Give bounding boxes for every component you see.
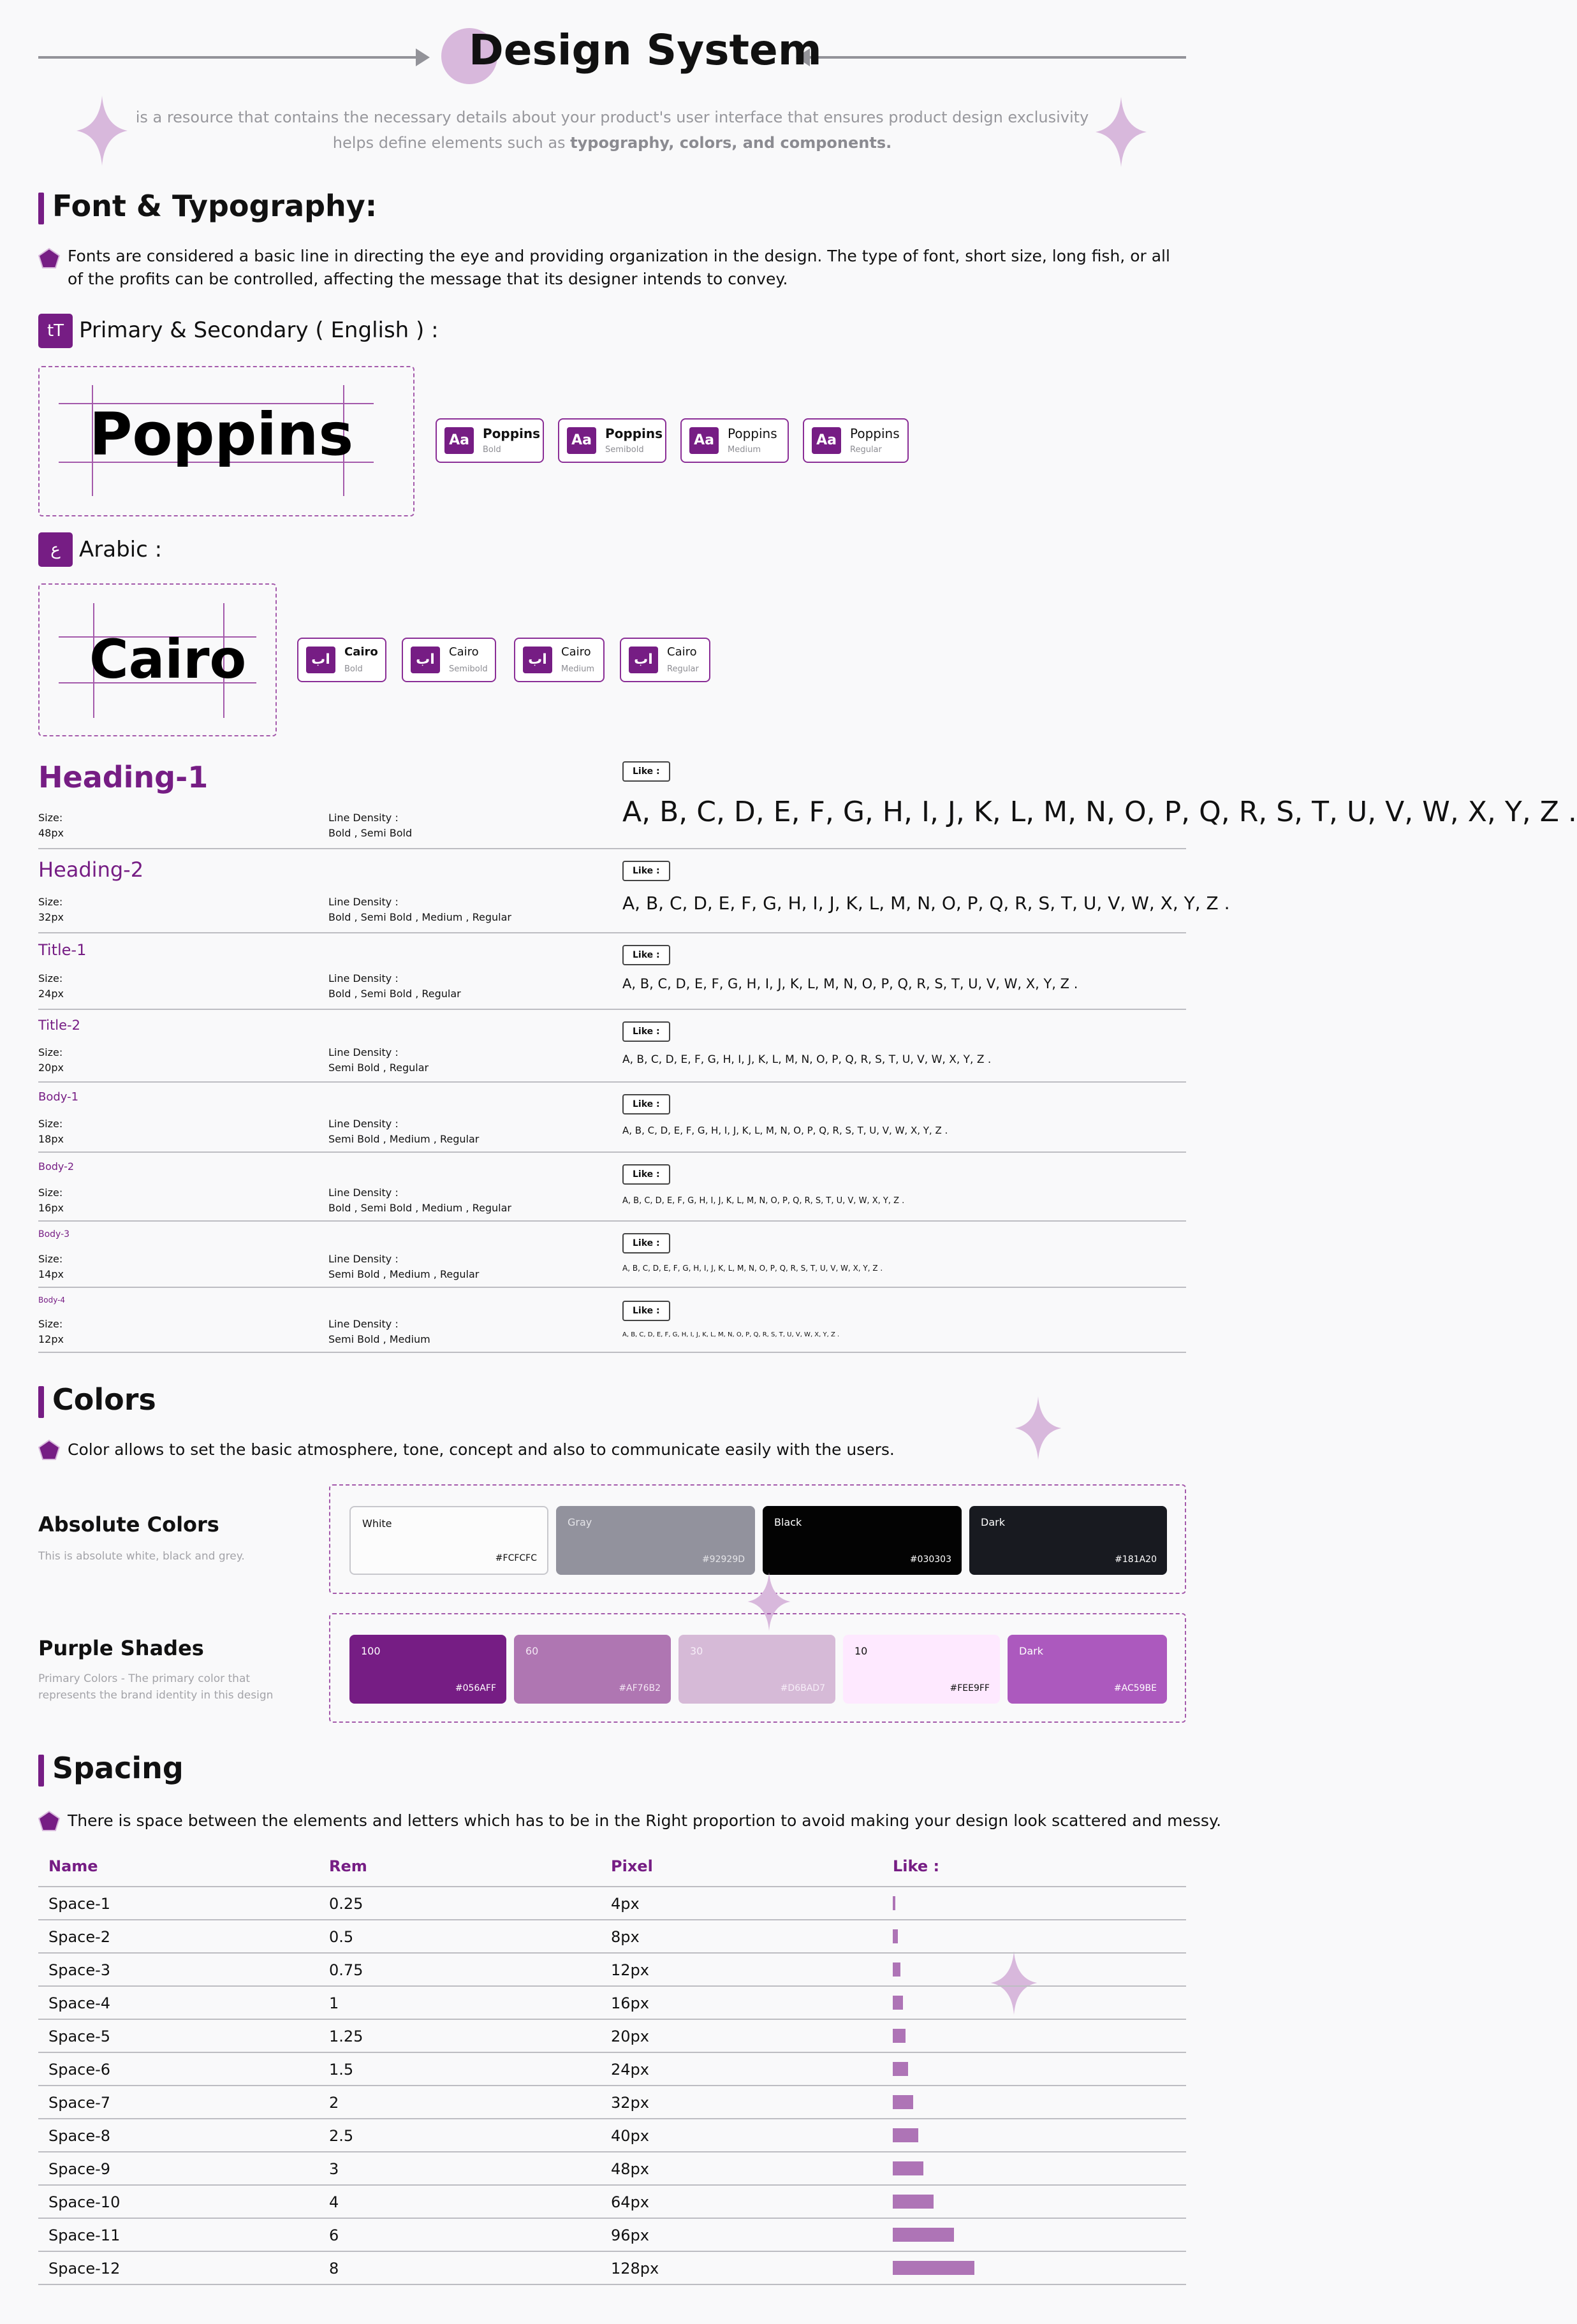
density-label: Line Density :	[328, 896, 399, 908]
spacing-rem: 1.25	[329, 2028, 363, 2045]
swatch-hex: #AF76B2	[619, 1683, 661, 1693]
arabic-aa-icon: اب	[411, 647, 440, 673]
purple-shades-description-2: represents the brand identity in this design	[38, 1689, 274, 1702]
density-label: Line Density :	[328, 812, 399, 824]
type-sample: A, B, C, D, E, F, G, H, I, J, K, L, M, N, O, P, Q, R, S, T, U, V, W, X, Y, Z .	[622, 893, 1230, 914]
pentagon-icon	[38, 248, 60, 268]
font-weight: Regular	[667, 664, 699, 674]
spacing-pixel: 4px	[611, 1895, 640, 1913]
table-row	[38, 2119, 1186, 2152]
type-scale-name: Body-4	[38, 1296, 66, 1305]
density-label: Line Density :	[328, 1187, 399, 1199]
spacing-bar	[893, 2161, 923, 2175]
intro-text	[96, 105, 1129, 156]
intro-line-2	[96, 130, 1129, 156]
poppins-specimen: Poppins	[89, 400, 354, 469]
size-value: 12px	[38, 1333, 64, 1345]
like-tag: Like :	[622, 1021, 670, 1042]
absolute-colors-title: Absolute Colors	[38, 1512, 219, 1537]
size-label: Size:	[38, 1318, 63, 1330]
size-label: Size:	[38, 812, 63, 824]
size-value: 18px	[38, 1133, 64, 1145]
font-weight: Medium	[728, 445, 761, 455]
density-value: Semi Bold , Regular	[328, 1062, 429, 1074]
font-weight: Bold	[483, 445, 501, 455]
density-label: Line Density :	[328, 1318, 399, 1330]
table-row	[38, 2186, 1186, 2219]
spacing-name: Space-11	[48, 2226, 121, 2244]
spacing-bar	[893, 2195, 934, 2209]
like-tag: Like :	[622, 1164, 670, 1185]
section-marker	[38, 193, 44, 224]
aa-icon: Aa	[444, 427, 474, 454]
size-label: Size:	[38, 1118, 63, 1130]
arabic-font-label: Arabic :	[79, 537, 163, 562]
spacing-name: Space-7	[48, 2094, 111, 2112]
swatch-name: Black	[774, 1516, 802, 1528]
like-tag: Like :	[622, 945, 670, 965]
density-value: Semi Bold , Medium , Regular	[328, 1268, 480, 1280]
font-weight-chip[interactable]	[402, 638, 496, 682]
table-row	[38, 1887, 1186, 1920]
intro-line-2-bold: typography, colors, and components.	[570, 134, 892, 152]
aa-icon: Aa	[567, 427, 596, 454]
spacing-description: There is space between the elements and letters which has to be in the Right proportion to avoid making your design look scattered and messy.	[68, 1811, 1222, 1830]
divider	[38, 1009, 1186, 1010]
type-scale-name: Title-1	[38, 941, 87, 959]
density-value: Bold , Semi Bold , Medium , Regular	[328, 911, 511, 923]
font-name: Poppins	[728, 426, 777, 441]
divider	[38, 932, 1186, 933]
aa-icon: Aa	[689, 427, 719, 454]
divider	[38, 1081, 1186, 1083]
font-weight: Semibold	[605, 445, 644, 455]
swatch-name: White	[362, 1517, 392, 1530]
cairo-specimen: Cairo	[89, 628, 247, 691]
pentagon-icon	[38, 1811, 60, 1831]
type-scale-name: Body-2	[38, 1160, 75, 1173]
colors-description: Color allows to set the basic atmosphere, tone, concept and also to communicate easily with the users.	[68, 1440, 895, 1459]
purple-shades-title: Purple Shades	[38, 1636, 204, 1660]
absolute-colors-description: This is absolute white, black and grey.	[38, 1550, 245, 1563]
density-label: Line Density :	[328, 972, 399, 984]
table-row	[38, 2086, 1186, 2119]
section-title-spacing: Spacing	[52, 1751, 184, 1785]
swatch-hex: #FEE9FF	[950, 1683, 990, 1693]
color-swatch-white[interactable]	[349, 1506, 548, 1575]
spacing-name: Space-8	[48, 2127, 111, 2145]
spacing-pixel: 32px	[611, 2094, 649, 2112]
divider	[38, 1287, 1186, 1288]
column-header-rem: Rem	[329, 1857, 367, 1875]
spacing-pixel: 24px	[611, 2061, 649, 2079]
spacing-name: Space-10	[48, 2193, 121, 2211]
font-weight: Medium	[561, 664, 594, 674]
swatch-name: 30	[690, 1645, 703, 1657]
spacing-bar	[893, 1962, 900, 1977]
font-weight-chip[interactable]	[514, 638, 605, 682]
font-weight-chip[interactable]	[680, 418, 789, 463]
size-value: 32px	[38, 911, 64, 923]
spacing-rem: 2	[329, 2094, 339, 2112]
spacing-bar	[893, 2029, 906, 2043]
type-scale-name: Body-3	[38, 1229, 70, 1239]
spacing-bar	[893, 1996, 903, 2010]
section-title-colors: Colors	[52, 1382, 156, 1417]
font-name: Cairo	[344, 645, 378, 659]
type-sample: A, B, C, D, E, F, G, H, I, J, K, L, M, N, O, P, Q, R, S, T, U, V, W, X, Y, Z .	[622, 1196, 905, 1206]
size-value: 20px	[38, 1062, 64, 1074]
spacing-bar	[893, 1929, 898, 1943]
english-font-label: Primary & Secondary ( English ) :	[79, 318, 439, 343]
spacing-bar	[893, 2261, 974, 2275]
type-sample: A, B, C, D, E, F, G, H, I, J, K, L, M, N, O, P, Q, R, S, T, U, V, W, X, Y, Z .	[622, 976, 1078, 991]
arabic-aa-icon: اب	[306, 647, 335, 673]
spacing-pixel: 128px	[611, 2260, 659, 2277]
type-sample: A, B, C, D, E, F, G, H, I, J, K, L, M, N, O, P, Q, R, S, T, U, V, W, X, Y, Z .	[622, 796, 1577, 828]
type-scale-name: Heading-1	[38, 760, 209, 794]
font-weight-chip[interactable]	[297, 638, 386, 682]
color-swatch-purple-100[interactable]	[349, 1635, 506, 1704]
type-scale-name: Title-2	[38, 1018, 80, 1033]
pentagon-icon	[38, 1440, 60, 1460]
font-weight: Regular	[850, 445, 882, 455]
type-sample: A, B, C, D, E, F, G, H, I, J, K, L, M, N, O, P, Q, R, S, T, U, V, W, X, Y, Z .	[622, 1125, 948, 1136]
type-scale-name: Body-1	[38, 1090, 79, 1104]
like-tag: Like :	[622, 861, 670, 881]
intro-line-2-text: helps define elements such as	[332, 134, 571, 152]
size-label: Size:	[38, 896, 63, 908]
text-type-icon: tT	[38, 314, 73, 348]
font-weight-chip[interactable]	[803, 418, 909, 463]
table-row	[38, 2020, 1186, 2053]
swatch-name: Dark	[981, 1516, 1005, 1528]
spacing-pixel: 12px	[611, 1961, 649, 1979]
swatch-hex: #D6BAD7	[780, 1683, 825, 1693]
arabic-letter-icon: ع	[38, 532, 73, 567]
swatch-hex: #030303	[909, 1554, 951, 1565]
like-tag: Like :	[622, 1094, 670, 1114]
column-header-name: Name	[48, 1857, 98, 1875]
spacing-pixel: 40px	[611, 2127, 649, 2145]
table-row	[38, 1920, 1186, 1954]
size-value: 14px	[38, 1268, 64, 1280]
density-value: Semi Bold , Medium	[328, 1333, 430, 1345]
font-weight-chip[interactable]	[620, 638, 710, 682]
density-label: Line Density :	[328, 1118, 399, 1130]
spacing-rem: 6	[329, 2226, 339, 2244]
column-header-pixel: Pixel	[611, 1857, 653, 1875]
density-label: Line Density :	[328, 1253, 399, 1265]
type-sample: A, B, C, D, E, F, G, H, I, J, K, L, M, N, O, P, Q, R, S, T, U, V, W, X, Y, Z .	[622, 1053, 992, 1066]
spacing-rem: 0.25	[329, 1895, 363, 1913]
density-value: Bold , Semi Bold , Regular	[328, 988, 461, 1000]
spacing-name: Space-4	[48, 1994, 111, 2012]
font-weight: Semibold	[449, 664, 488, 674]
typography-description: Fonts are considered a basic line in directing the eye and providing organization in the design. The type of font, short size, long fish, or all of the profits can be controlled, affecting the message that its designer intends to convey.	[68, 247, 1170, 288]
spacing-name: Space-6	[48, 2061, 111, 2079]
font-weight: Bold	[344, 664, 363, 674]
column-header-like: Like :	[893, 1857, 940, 1875]
spacing-pixel: 8px	[611, 1928, 640, 1946]
purple-shades-description-1: Primary Colors - The primary color that	[38, 1672, 251, 1685]
table-row	[38, 2152, 1186, 2186]
table-row	[38, 1987, 1186, 2020]
swatch-hex: #92929D	[701, 1554, 745, 1565]
type-scale-name: Heading-2	[38, 858, 144, 882]
spacing-pixel: 48px	[611, 2160, 649, 2178]
like-tag: Like :	[622, 1233, 670, 1253]
color-swatch-dark[interactable]	[969, 1506, 1167, 1575]
header-left-line	[38, 56, 421, 59]
font-weight-chip[interactable]	[558, 418, 666, 463]
color-swatch-gray[interactable]	[556, 1506, 755, 1575]
swatch-hex: #AC59BE	[1113, 1683, 1157, 1693]
arrow-right-icon	[416, 48, 430, 66]
spacing-name: Space-3	[48, 1961, 111, 1979]
spacing-rem: 1.5	[329, 2061, 354, 2079]
size-label: Size:	[38, 972, 63, 984]
spacing-pixel: 16px	[611, 1994, 649, 2012]
spacing-pixel: 20px	[611, 2028, 649, 2045]
color-swatch-purple-10[interactable]	[843, 1635, 1000, 1704]
swatch-name: Gray	[568, 1516, 592, 1528]
page-title: Design System	[469, 26, 822, 75]
spacing-name: Space-2	[48, 1928, 111, 1946]
size-value: 16px	[38, 1202, 64, 1214]
divider	[38, 1151, 1186, 1153]
swatch-name: 10	[855, 1645, 868, 1657]
density-value: Bold , Semi Bold	[328, 827, 413, 839]
font-name: Poppins	[850, 426, 900, 441]
swatch-hex: #FCFCFC	[495, 1553, 537, 1563]
spacing-rem: 4	[329, 2193, 339, 2211]
font-name: Poppins	[605, 426, 663, 441]
swatch-hex: #181A20	[1115, 1554, 1157, 1565]
spacing-bar	[893, 2228, 954, 2242]
like-tag: Like :	[622, 1301, 670, 1321]
swatch-hex: #056AFF	[455, 1683, 496, 1693]
spacing-bar	[893, 2095, 913, 2109]
arabic-aa-icon: اب	[629, 647, 658, 673]
spacing-rem: 2.5	[329, 2127, 354, 2145]
color-swatch-purple-dark[interactable]	[1008, 1635, 1167, 1704]
size-label: Size:	[38, 1253, 63, 1265]
table-row	[38, 2219, 1186, 2252]
spacing-bar	[893, 2062, 908, 2076]
type-sample: A, B, C, D, E, F, G, H, I, J, K, L, M, N, O, P, Q, R, S, T, U, V, W, X, Y, Z .	[622, 1331, 840, 1338]
spacing-name: Space-9	[48, 2160, 111, 2178]
size-value: 48px	[38, 827, 64, 839]
table-row	[38, 2053, 1186, 2086]
divider	[38, 1352, 1186, 1353]
spacing-pixel: 64px	[611, 2193, 649, 2211]
size-label: Size:	[38, 1046, 63, 1058]
density-value: Bold , Semi Bold , Medium , Regular	[328, 1202, 511, 1214]
size-value: 24px	[38, 988, 64, 1000]
table-row	[38, 1954, 1186, 1987]
density-label: Line Density :	[328, 1046, 399, 1058]
spacing-name: Space-1	[48, 1895, 111, 1913]
section-marker	[38, 1755, 44, 1787]
table-row	[38, 2252, 1186, 2285]
spacing-bar	[893, 1896, 895, 1910]
arabic-aa-icon: اب	[523, 647, 552, 673]
font-name: Cairo	[449, 645, 479, 659]
like-tag: Like :	[622, 761, 670, 782]
font-name: Poppins	[483, 426, 541, 441]
section-title-typography: Font & Typography:	[52, 189, 378, 223]
color-swatch-purple-60[interactable]	[514, 1635, 671, 1704]
size-label: Size:	[38, 1187, 63, 1199]
color-swatch-purple-30[interactable]	[678, 1635, 835, 1704]
spacing-name: Space-5	[48, 2028, 111, 2045]
header-right-line	[809, 56, 1186, 59]
swatch-name: 60	[525, 1645, 539, 1657]
swatch-name: 100	[361, 1645, 381, 1657]
spacing-pixel: 96px	[611, 2226, 649, 2244]
spacing-bar	[893, 2128, 918, 2142]
spacing-rem: 3	[329, 2160, 339, 2178]
color-swatch-black[interactable]	[763, 1506, 962, 1575]
spacing-rem: 0.75	[329, 1961, 363, 1979]
density-value: Semi Bold , Medium , Regular	[328, 1133, 480, 1145]
font-weight-chip[interactable]	[436, 418, 544, 463]
swatch-name: Dark	[1019, 1645, 1043, 1657]
type-sample: A, B, C, D, E, F, G, H, I, J, K, L, M, N, O, P, Q, R, S, T, U, V, W, X, Y, Z .	[622, 1264, 883, 1273]
divider	[38, 848, 1186, 849]
spacing-rem: 1	[329, 1994, 339, 2012]
spacing-rem: 8	[329, 2260, 339, 2277]
spacing-rem: 0.5	[329, 1928, 354, 1946]
section-marker	[38, 1386, 44, 1418]
aa-icon: Aa	[812, 427, 841, 454]
sparkle-icon	[1013, 1396, 1064, 1460]
font-name: Cairo	[561, 645, 591, 659]
divider	[38, 1220, 1186, 1222]
intro-line-1: is a resource that contains the necessary details about your product's user interface that ensures product design exclusivity	[135, 108, 1089, 126]
font-name: Cairo	[667, 645, 697, 659]
spacing-name: Space-12	[48, 2260, 121, 2277]
